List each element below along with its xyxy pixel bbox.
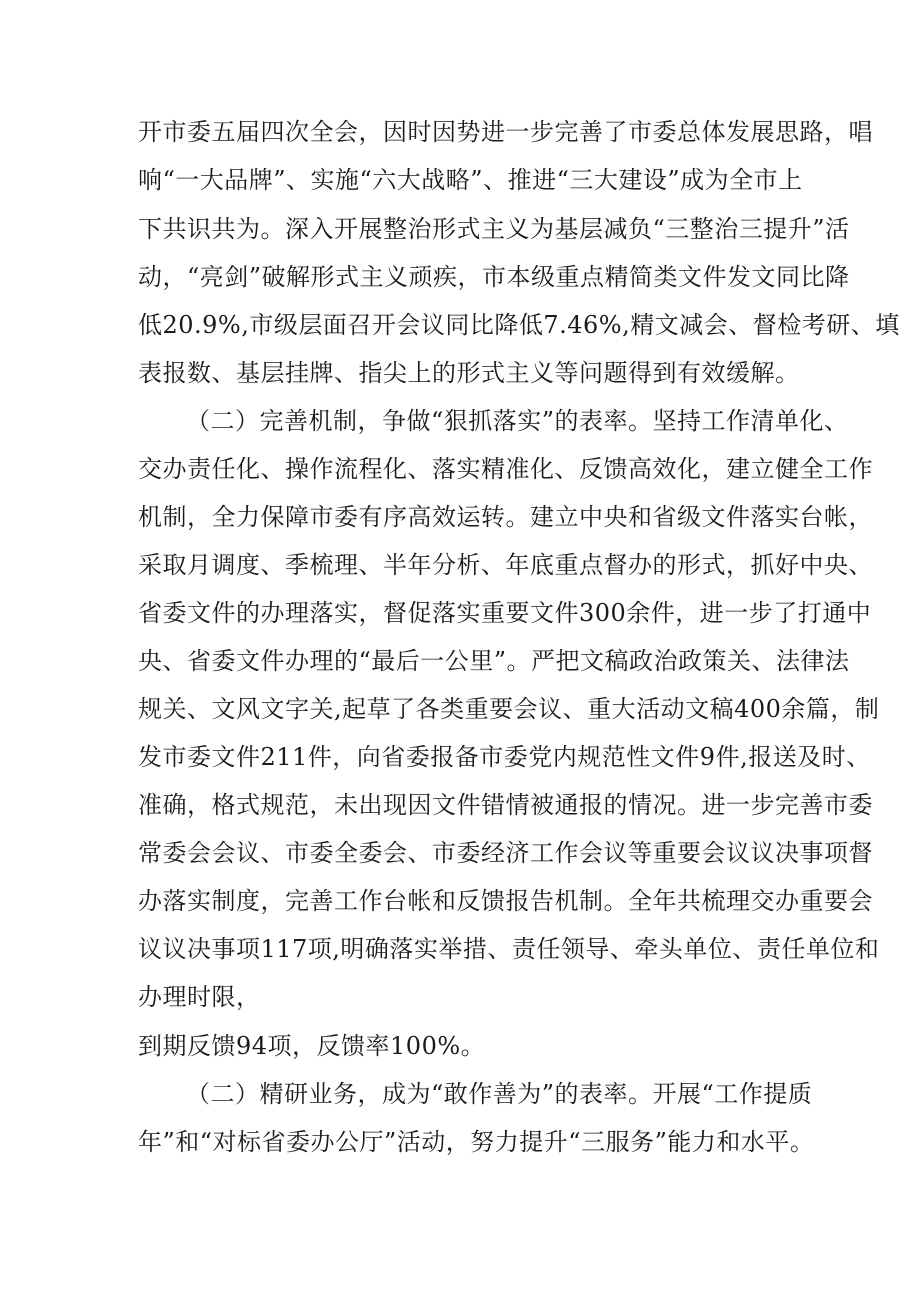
text-line-18: 议议决事项117项,明确落实举措、责任领导、牵头单位、责任单位和: [138, 935, 880, 963]
text-line-22: 年”和“对标省委办公厅”活动，努力提升“三服务”能力和水平。: [138, 1128, 815, 1156]
text-line-12: 央、省委文件办理的“最后一公里”。严把文稿政治政策关、法律法: [138, 647, 850, 675]
text-line-2: 响“一大品牌”、实施“六大战略”、推进“三大建设”成为全市上: [138, 166, 803, 194]
text-line-10: 采取月调度、季梳理、半年分析、年底重点督办的形式，抓好中央、: [138, 551, 873, 579]
text-line-13: 规关、文风文字关,起草了各类重要会议、重大活动文稿400余篇，制: [138, 695, 880, 723]
text-line-1: 开市委五届四次全会，因时因势进一步完善了市委总体发展思路，唱: [138, 118, 873, 146]
text-line-15: 准确，格式规范，未出现因文件错情被通报的情况。进一步完善市委: [138, 791, 873, 819]
paragraph-heading-1: （二）完善机制，争做“狠抓落实”的表率。坚持工作清单化、: [186, 407, 849, 435]
text-line-16: 常委会会议、市委全委会、市委经济工作会议等重要会议议决事项督: [138, 839, 873, 867]
text-line-20: 到期反馈94项，反馈率100%。: [138, 1032, 486, 1060]
text-line-9: 机制，全力保障市委有序高效运转。建立中央和省级文件落实台帐，: [138, 503, 873, 531]
text-line-17: 办落实制度，完善工作台帐和反馈报告机制。全年共梳理交办重要会: [138, 887, 873, 915]
text-line-19: 办理时限，: [138, 983, 261, 1011]
text-line-11: 省委文件的办理落实，督促落实重要文件300余件，进一步了打通中: [138, 599, 872, 627]
text-line-5: 低20.9%,市级层面召开会议同比降低7.46%,精文减会、督检考研、填: [138, 311, 900, 339]
text-line-14: 发市委文件211件，向省委报备市委党内规范性文件9件,报送及时、: [138, 743, 871, 771]
text-line-6: 表报数、基层挂牌、指尖上的形式主义等问题得到有效缓解。: [138, 359, 800, 387]
paragraph-heading-2: （二）精研业务，成为“敢作善为”的表率。开展“工作提质: [186, 1080, 813, 1108]
text-line-3: 下共识共为。深入开展整治形式主义为基层减负“三整治三提升”活: [138, 215, 850, 243]
text-line-4: 动，“亮剑”破解形式主义顽疾，市本级重点精简类文件发文同比降: [138, 263, 850, 291]
text-line-8: 交办责任化、操作流程化、落实精准化、反馈高效化，建立健全工作: [138, 455, 873, 483]
